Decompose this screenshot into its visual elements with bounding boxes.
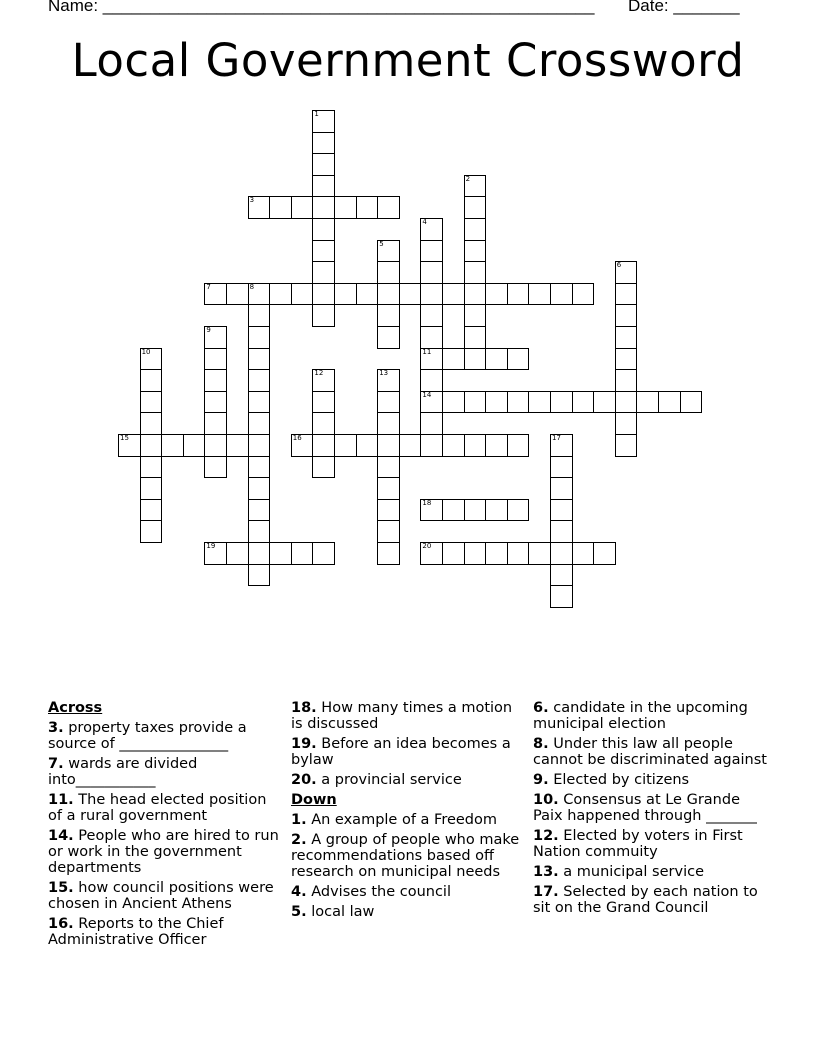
grid-cell[interactable] [377,477,400,500]
clue-across-15: 15. how council positions were chosen in Ancient Athens [48,880,274,912]
grid-cell[interactable] [118,434,141,457]
clue-down-2: 2. A group of people who make recommendations based off research on municipal needs [291,832,520,880]
grid-cell[interactable] [615,412,638,435]
clue-down-1: 1. An example of a Freedom [291,812,498,828]
grid-cell[interactable] [442,499,465,522]
grid-cell[interactable] [226,542,249,565]
grid-cell[interactable] [269,196,292,219]
grid-cell[interactable] [312,261,335,284]
grid-cell[interactable] [464,434,487,457]
grid-cell[interactable] [507,542,530,565]
grid-cell[interactable] [377,283,400,306]
grid-cell[interactable] [485,391,508,414]
grid-cell[interactable] [204,434,227,457]
grid-cell[interactable] [248,477,271,500]
grid-cell[interactable] [420,348,443,371]
grid-cell[interactable] [377,369,400,392]
clue-number: 6 [616,261,622,270]
date-field-label: Date: _______ [628,0,740,15]
grid-cell[interactable] [291,434,314,457]
clue-number: 9 [206,326,211,334]
clue-number: 16 [292,434,302,442]
grid-cell[interactable] [420,499,443,522]
grid-cell[interactable] [140,499,163,522]
grid-cell[interactable] [420,240,443,263]
grid-cell[interactable] [248,456,271,479]
grid-cell[interactable] [442,283,465,306]
grid-cell[interactable] [507,499,530,522]
grid-cell[interactable] [464,304,487,327]
grid-cell[interactable] [464,218,487,241]
grid-cell[interactable] [572,283,595,306]
grid-cell[interactable] [161,434,184,457]
grid-cell[interactable] [204,348,227,371]
grid-cell[interactable] [356,283,379,306]
clue-down-4: 4. Advises the council [291,884,451,900]
grid-cell[interactable] [464,175,487,198]
grid-cell[interactable] [420,261,443,284]
clue-number: 17 [552,434,561,442]
grid-cell[interactable] [615,434,638,457]
grid-cell[interactable] [636,391,659,414]
clue-down-13: 13. a municipal service [533,864,704,880]
grid-cell[interactable] [442,348,465,371]
grid-cell[interactable] [550,391,573,414]
grid-cell[interactable] [312,412,335,435]
grid-cell[interactable] [420,434,443,457]
clue-down-12: 12. Elected by voters in First Nation commuity [533,828,743,860]
grid-cell[interactable] [550,564,573,587]
clue-across-18: 18. How many times a motion is discussed [291,700,513,732]
grid-cell[interactable] [420,391,443,414]
grid-cell[interactable] [312,153,335,176]
grid-cell[interactable] [377,456,400,479]
grid-cell[interactable] [356,196,379,219]
clue-number: 8 [249,282,255,291]
clue-down-5: 5. local law [291,904,375,920]
grid-cell[interactable] [442,542,465,565]
grid-cell[interactable] [183,434,206,457]
grid-cell[interactable] [399,283,422,306]
grid-cell[interactable] [420,283,443,306]
grid-cell[interactable] [680,391,703,414]
grid-cell[interactable] [507,434,530,457]
grid-cell[interactable] [464,391,487,414]
grid-cell[interactable] [140,477,163,500]
grid-cell[interactable] [312,175,335,198]
grid-cell[interactable] [312,132,335,155]
clue-number: 11 [422,347,432,356]
grid-cell[interactable] [140,412,163,435]
clue-column-1 [48,700,284,952]
grid-cell[interactable] [269,283,292,306]
clue-number: 7 [206,282,211,291]
grid-cell[interactable] [140,456,163,479]
grid-cell[interactable] [377,261,400,284]
grid-cell[interactable] [204,283,227,306]
grid-cell[interactable] [550,542,573,565]
grid-cell[interactable] [204,412,227,435]
grid-cell[interactable] [312,542,335,565]
clue-number: 19 [206,542,216,550]
grid-cell[interactable] [615,261,638,284]
grid-cell[interactable] [658,391,681,414]
grid-cell[interactable] [464,196,487,219]
grid-cell[interactable] [615,283,638,306]
name-field-label: Name: ____________________________________________________ [48,0,595,15]
grid-cell[interactable] [248,564,271,587]
grid-cell[interactable] [377,240,400,263]
grid-cell[interactable] [312,110,335,133]
grid-cell[interactable] [312,391,335,414]
clue-down-6: 6. candidate in the upcoming municipal election [533,700,748,732]
grid-cell[interactable] [420,542,443,565]
grid-cell[interactable] [140,520,163,543]
grid-cell[interactable] [226,283,249,306]
grid-cell[interactable] [550,434,573,457]
grid-cell[interactable] [248,196,271,219]
clue-across-16: 16. Reports to the Chief Administrative Officer [48,916,224,948]
clue-number: 5 [379,239,384,248]
clue-down-8: 8. Under this law all people cannot be discriminated against [533,736,767,768]
grid-cell[interactable] [572,542,595,565]
grid-cell[interactable] [464,499,487,522]
grid-cell[interactable] [140,434,163,457]
grid-cell[interactable] [312,240,335,263]
grid-cell[interactable] [464,348,487,371]
grid-cell[interactable] [248,542,271,565]
grid-cell[interactable] [312,196,335,219]
grid-cell[interactable] [312,218,335,241]
across-heading: Across [48,700,103,716]
grid-cell[interactable] [464,542,487,565]
clue-number: 13 [379,369,389,378]
grid-cell[interactable] [204,456,227,479]
grid-cell[interactable] [615,304,638,327]
grid-cell[interactable] [528,391,551,414]
grid-cell[interactable] [464,283,487,306]
grid-cell[interactable] [615,391,638,414]
clue-across-7: 7. wards are divided into___________ [48,756,198,788]
grid-cell[interactable] [593,391,616,414]
grid-cell[interactable] [507,283,530,306]
grid-cell[interactable] [248,304,271,327]
grid-cell[interactable] [248,283,271,306]
grid-cell[interactable] [550,520,573,543]
grid-cell[interactable] [226,434,249,457]
grid-cell[interactable] [615,326,638,349]
grid-cell[interactable] [399,434,422,457]
grid-cell[interactable] [248,348,271,371]
clue-column-3 [533,700,769,920]
grid-cell[interactable] [615,348,638,371]
grid-cell[interactable] [248,391,271,414]
clue-number: 2 [465,174,471,183]
grid-cell[interactable] [377,304,400,327]
grid-cell[interactable] [334,283,357,306]
grid-cell[interactable] [420,304,443,327]
grid-cell[interactable] [140,369,163,392]
clue-number: 14 [422,390,432,399]
grid-cell[interactable] [248,499,271,522]
grid-cell[interactable] [377,520,400,543]
grid-cell[interactable] [507,348,530,371]
clue-across-19: 19. Before an idea becomes a bylaw [291,736,511,768]
grid-cell[interactable] [485,348,508,371]
grid-cell[interactable] [593,542,616,565]
grid-cell[interactable] [528,542,551,565]
grid-cell[interactable] [140,391,163,414]
grid-cell[interactable] [204,391,227,414]
grid-cell[interactable] [269,542,292,565]
grid-cell[interactable] [572,391,595,414]
clue-column-2 [291,700,527,924]
clue-number: 18 [422,498,432,507]
clue-number: 20 [422,542,432,550]
grid-cell[interactable] [248,369,271,392]
grid-cell[interactable] [312,304,335,327]
clue-down-9: 9. Elected by citizens [533,772,690,788]
grid-cell[interactable] [312,434,335,457]
clue-number: 15 [120,434,129,442]
grid-cell[interactable] [291,196,314,219]
grid-cell[interactable] [377,412,400,435]
clue-number: 10 [141,347,151,356]
clue-down-17: 17. Selected by each nation to sit on the Grand Council [533,884,758,916]
grid-cell[interactable] [550,456,573,479]
grid-cell[interactable] [140,348,163,371]
grid-cell[interactable] [550,283,573,306]
grid-cell[interactable] [204,542,227,565]
grid-cell[interactable] [507,391,530,414]
grid-cell[interactable] [485,283,508,306]
grid-cell[interactable] [334,196,357,219]
grid-cell[interactable] [442,391,465,414]
clue-number: 12 [314,369,324,378]
grid-cell[interactable] [615,369,638,392]
clue-number: 4 [422,218,427,226]
clue-down-10: 10. Consensus at Le Grande Paix happened through _______ [533,792,757,824]
grid-cell[interactable] [377,499,400,522]
grid-cell[interactable] [204,369,227,392]
clue-number: 3 [249,196,255,205]
grid-cell[interactable] [248,326,271,349]
grid-cell[interactable] [464,261,487,284]
grid-cell[interactable] [248,412,271,435]
grid-cell[interactable] [377,196,400,219]
clue-across-11: 11. The head elected position of a rural government [48,792,267,824]
clue-across-3: 3. property taxes provide a source of _______________ [48,720,247,752]
grid-cell[interactable] [464,240,487,263]
grid-cell[interactable] [291,283,314,306]
grid-cell[interactable] [291,542,314,565]
grid-cell[interactable] [204,326,227,349]
grid-cell[interactable] [485,434,508,457]
grid-cell[interactable] [312,283,335,306]
grid-cell[interactable] [377,326,400,349]
clue-across-14: 14. People who are hired to run or work in the government departments [48,828,279,876]
grid-cell[interactable] [528,283,551,306]
grid-cell[interactable] [464,326,487,349]
down-heading: Down [291,792,337,808]
grid-cell[interactable] [377,542,400,565]
grid-cell[interactable] [550,499,573,522]
grid-cell[interactable] [485,499,508,522]
grid-cell[interactable] [312,456,335,479]
grid-cell[interactable] [420,412,443,435]
grid-cell[interactable] [356,434,379,457]
grid-cell[interactable] [377,434,400,457]
grid-cell[interactable] [334,434,357,457]
grid-cell[interactable] [248,520,271,543]
grid-cell[interactable] [420,369,443,392]
grid-cell[interactable] [485,542,508,565]
grid-cell[interactable] [550,585,573,608]
clue-across-20: 20. a provincial service [291,772,462,788]
grid-cell[interactable] [442,434,465,457]
grid-cell[interactable] [420,326,443,349]
clue-number: 1 [314,110,319,118]
grid-cell[interactable] [420,218,443,241]
grid-cell[interactable] [377,391,400,414]
grid-cell[interactable] [550,477,573,500]
grid-cell[interactable] [312,369,335,392]
page-title: Local Government Crossword [71,34,745,87]
grid-cell[interactable] [248,434,271,457]
